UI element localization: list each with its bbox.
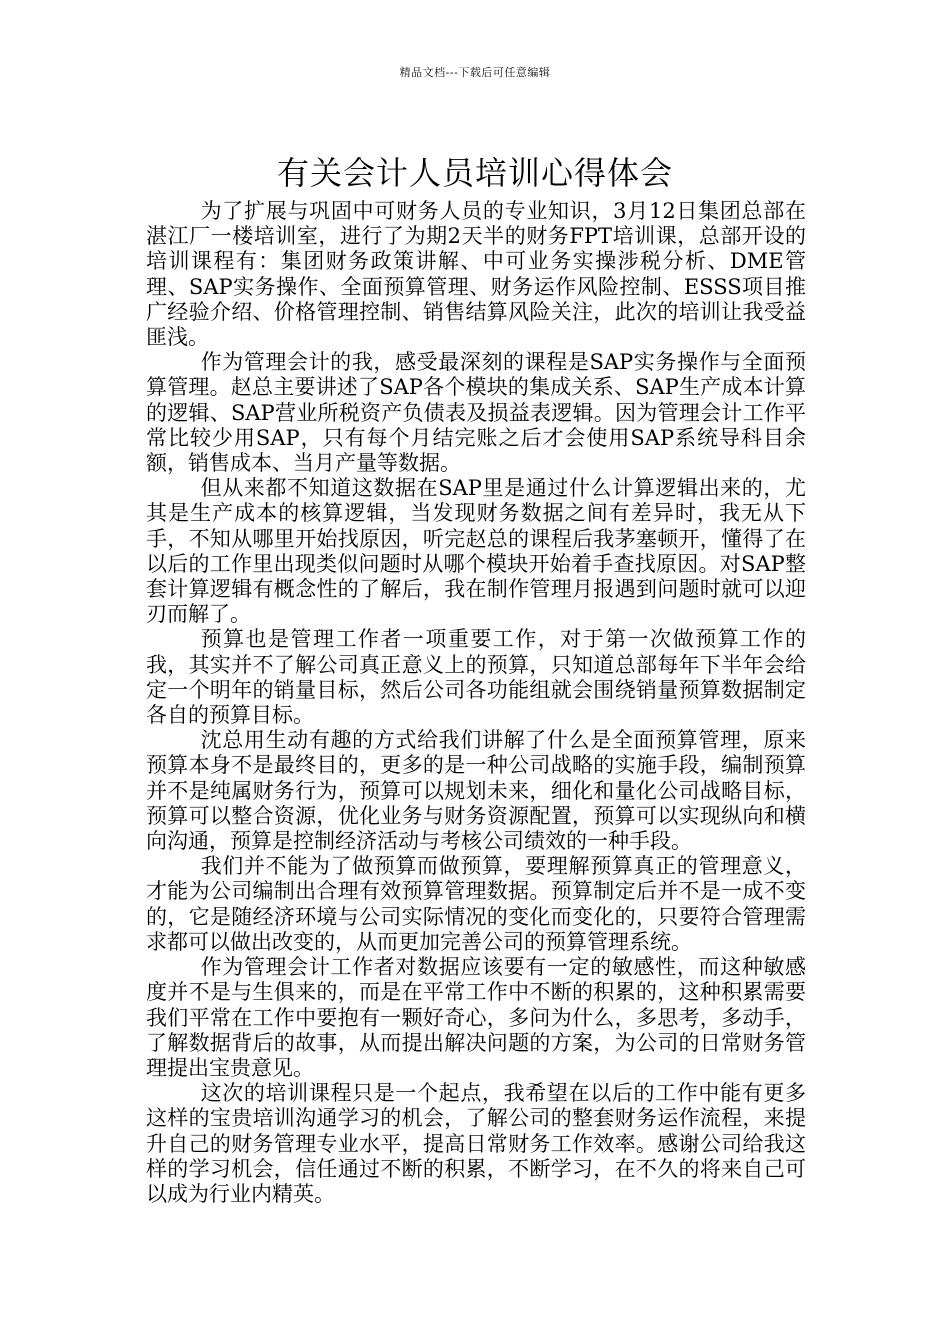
- header-note: 精品文档---下载后可任意编辑: [399, 66, 551, 79]
- paragraph-2: 作为管理会计的我，感受最深刻的课程是SAP实务操作与全面预算管理。赵总主要讲述了SAP各个模块的集成关系、SAP生产成本计算的逻辑、SAP营业所税资产负债表及损益表逻辑。因为管理会计工作平常比较少用SAP，只有每个月结完账之后才会使用SAP系统导科目余额，销售成本、当月产量等数据。: [146, 350, 806, 476]
- paragraph-6: 我们并不能为了做预算而做预算，要理解预算真正的管理意义，才能为公司编制出合理有效预算管理数据。预算制定后并不是一成不变的，它是随经济环境与公司实际情况的变化而变化的，只要符合管理需求都可以做出改变的，从而更加完善公司的预算管理系统。: [146, 854, 806, 954]
- page-title: 有关会计人员培训心得体会: [276, 154, 673, 193]
- paragraph-5: 沈总用生动有趣的方式给我们讲解了什么是全面预算管理，原来预算本身不是最终目的，更多的是一种公司战略的实施手段，编制预算并不是纯属财务行为，预算可以规划未来，细化和量化公司战略目标，预算可以整合资源，优化业务与财务资源配置，预算可以实现纵向和横向沟通，预算是控制经济活动与考核公司绩效的一种手段。: [146, 728, 806, 854]
- paragraph-8: 这次的培训课程只是一个起点，我希望在以后的工作中能有更多这样的宝贵培训沟通学习的机会，了解公司的整套财务运作流程，来提升自己的财务管理专业水平，提高日常财务工作效率。感谢公司给我这样的学习机会，信任通过不断的积累，不断学习，在不久的将来自己可以成为行业内精英。: [146, 1081, 806, 1206]
- paragraph-3: 但从来都不知道这数据在SAP里是通过什么计算逻辑出来的，尤其是生产成本的核算逻辑，当发现财务数据之间有差异时，我无从下手，不知从哪里开始找原因，听完赵总的课程后我茅塞顿开，懂得了在以后的工作里出现类似问题时从哪个模块开始着手查找原因。对SAP整套计算逻辑有概念性的了解后，我在制作管理月报遇到问题时就可以迎刃而解了。: [146, 476, 806, 627]
- paragraph-4: 预算也是管理工作者一项重要工作，对于第一次做预算工作的我，其实并不了解公司真正意义上的预算，只知道总部每年下半年会给定一个明年的销量目标，然后公司各功能组就会围绕销量预算数据制定各自的预算目标。: [146, 627, 806, 728]
- paragraph-7: 作为管理会计工作者对数据应该要有一定的敏感性，而这种敏感度并不是与生俱来的，而是在平常工作中不断的积累的，这种积累需要我们平常在工作中要抱有一颗好奇心，多问为什么，多思考，多动手，了解数据背后的故事，从而提出解决问题的方案，为公司的日常财务管理提出宝贵意见。: [146, 955, 806, 1080]
- document-body: [146, 199, 806, 1207]
- paragraph-1: 为了扩展与巩固中可财务人员的专业知识，3月12日集团总部在湛江厂一楼培训室，进行了为期2天半的财务FPT培训课，总部开设的培训课程有：集团财务政策讲解、中可业务实操涉税分析、DME管理、SAP实务操作、全面预算管理、财务运作风险控制、ESSS项目推广经验介绍、价格管理控制、销售结算风险关注，此次的培训让我受益匪浅。: [146, 199, 806, 350]
